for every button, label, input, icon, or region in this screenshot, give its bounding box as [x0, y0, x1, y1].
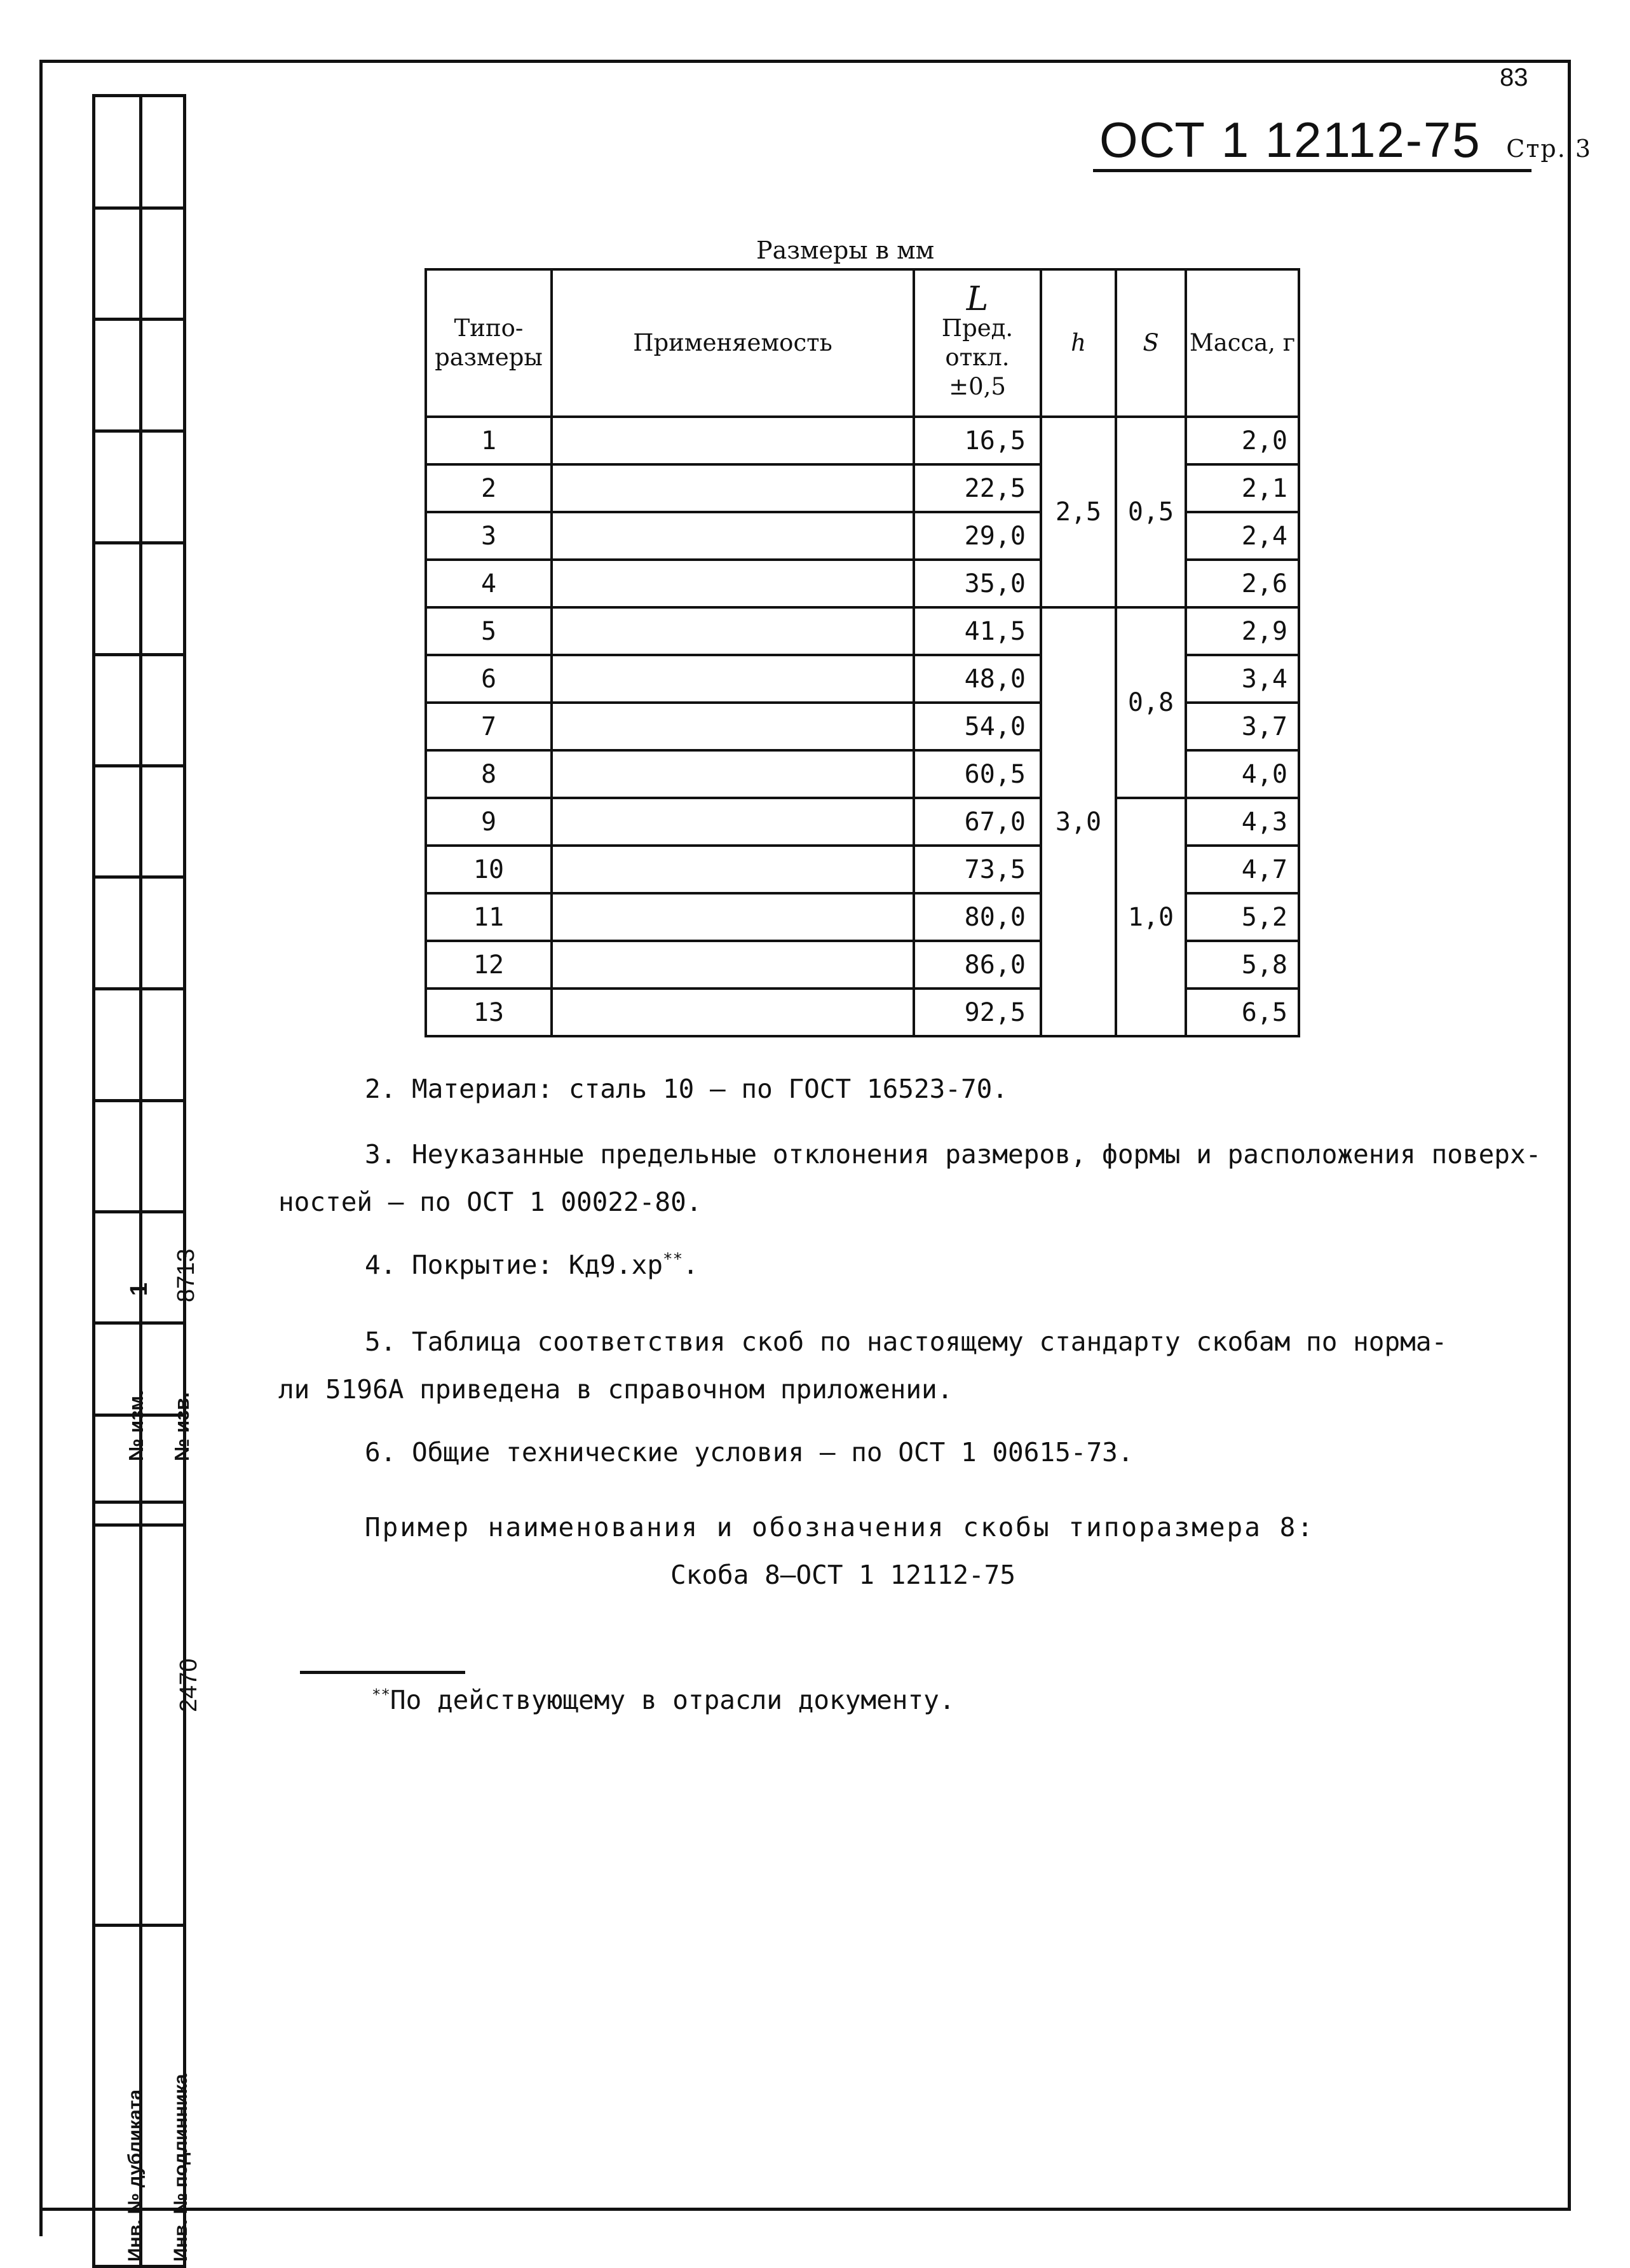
cell-applicability	[552, 464, 914, 512]
strip-line	[92, 653, 186, 656]
cell-mass: 3,7	[1186, 703, 1299, 750]
cell-type-size: 3	[426, 512, 552, 560]
footnote-mark: **	[372, 1685, 390, 1704]
cell-mass: 2,1	[1186, 464, 1299, 512]
header-L-symbol: L	[966, 280, 989, 318]
note-coating-prefix: 4. Покрытие:	[365, 1250, 554, 1280]
cell-applicability	[552, 655, 914, 703]
cell-type-size: 8	[426, 750, 552, 798]
table-caption: Размеры в мм	[756, 236, 935, 264]
strip-line	[92, 1501, 186, 1504]
note-table-correspondence-line1: 5. Таблица соответствия скоб по настоящему стандарту скобам по норма-	[365, 1326, 1448, 1357]
change-number: 1	[126, 1282, 153, 1296]
cell-length: 22,5	[914, 464, 1041, 512]
cell-type-size: 7	[426, 703, 552, 750]
cell-type-size: 5	[426, 607, 552, 655]
cell-applicability	[552, 607, 914, 655]
inventory-number: 2470	[175, 1658, 202, 1712]
header-s: S	[1116, 269, 1186, 417]
strip-line	[92, 987, 186, 990]
note-coating-suffix: .	[683, 1250, 699, 1280]
page-number: 83	[1500, 64, 1528, 91]
cell-applicability	[552, 750, 914, 798]
cell-s: 1,0	[1116, 798, 1186, 1036]
cell-mass: 6,5	[1186, 989, 1299, 1036]
note-coating-value: Кд9.хр	[568, 1250, 663, 1280]
cell-mass: 4,0	[1186, 750, 1299, 798]
cell-length: 60,5	[914, 750, 1041, 798]
note-general-conditions: 6. Общие технические условия – по ОСТ 1 00615-73.	[365, 1437, 1134, 1468]
example-title: Пример наименования и обозначения скобы типоразмера 8:	[365, 1512, 1315, 1542]
header-type-size: Типо-размеры	[426, 269, 552, 417]
table-row	[426, 607, 1299, 655]
header-L-tol: ±0,5	[949, 373, 1006, 400]
cell-mass: 5,2	[1186, 893, 1299, 941]
duplicate-inventory-label: Инв. № дубликата	[125, 2089, 146, 2262]
cell-h: 2,5	[1041, 417, 1116, 607]
cell-length: 48,0	[914, 655, 1041, 703]
footnote-mark: **	[663, 1250, 683, 1269]
document-code	[1099, 111, 1592, 169]
cell-mass: 4,7	[1186, 846, 1299, 893]
header-underline	[1093, 169, 1532, 172]
cell-applicability	[552, 512, 914, 560]
strip-line	[92, 1321, 186, 1325]
cell-type-size: 2	[426, 464, 552, 512]
cell-mass: 2,6	[1186, 560, 1299, 607]
cell-type-size: 6	[426, 655, 552, 703]
page-label: Стр. 3	[1506, 135, 1593, 163]
cell-type-size: 1	[426, 417, 552, 464]
cell-type-size: 11	[426, 893, 552, 941]
footnote-rule	[300, 1671, 465, 1674]
cell-applicability	[552, 798, 914, 846]
notice-label: № изв.	[170, 1392, 193, 1461]
cell-length: 35,0	[914, 560, 1041, 607]
left-edge-line	[39, 2147, 43, 2236]
note-table-correspondence-line2: ли 5196А приведена в справочном приложении.	[278, 1374, 953, 1405]
header-L-sub: Пред. откл.	[941, 314, 1014, 371]
table-body	[426, 417, 1299, 1036]
strip-line	[92, 1210, 186, 1213]
cell-mass: 2,9	[1186, 607, 1299, 655]
strip-line	[92, 875, 186, 879]
side-strip-divider	[139, 94, 142, 2268]
note-tolerances-line2: ностей – по ОСТ 1 00022-80.	[278, 1187, 702, 1217]
cell-length: 80,0	[914, 893, 1041, 941]
example-designation: Скоба 8–ОСТ 1 12112-75	[670, 1560, 1016, 1590]
note-material: 2. Материал: сталь 10 – по ГОСТ 16523-70.	[365, 1074, 1009, 1104]
strip-line	[92, 1099, 186, 1102]
cell-length: 54,0	[914, 703, 1041, 750]
note-tolerances-line1: 3. Неуказанные предельные отклонения размеров, формы и расположения поверх-	[365, 1139, 1542, 1170]
cell-type-size: 9	[426, 798, 552, 846]
footnote-text: По действующему в отрасли документу.	[390, 1685, 955, 1715]
header-mass: Масса, г	[1186, 269, 1299, 417]
cell-type-size: 12	[426, 941, 552, 989]
cell-mass: 4,3	[1186, 798, 1299, 846]
table-row	[426, 417, 1299, 464]
cell-s: 0,8	[1116, 607, 1186, 798]
cell-mass: 2,0	[1186, 417, 1299, 464]
header-h: h	[1041, 269, 1116, 417]
cell-applicability	[552, 941, 914, 989]
cell-type-size: 10	[426, 846, 552, 893]
cell-mass: 3,4	[1186, 655, 1299, 703]
cell-applicability	[552, 893, 914, 941]
cell-length: 67,0	[914, 798, 1041, 846]
notice-number: 8713	[173, 1248, 200, 1302]
cell-applicability	[552, 560, 914, 607]
cell-applicability	[552, 989, 914, 1036]
header-applicability: Применяемость	[552, 269, 914, 417]
strip-line	[92, 206, 186, 210]
cell-mass: 2,4	[1186, 512, 1299, 560]
change-label: № изм.	[125, 1390, 147, 1461]
cell-length: 86,0	[914, 941, 1041, 989]
strip-line	[92, 1924, 186, 1927]
cell-length: 92,5	[914, 989, 1041, 1036]
strip-line	[92, 764, 186, 767]
cell-type-size: 4	[426, 560, 552, 607]
original-inventory-label: Инв. № подлинника	[170, 2074, 191, 2262]
strip-line	[92, 541, 186, 544]
cell-length: 29,0	[914, 512, 1041, 560]
strip-line	[92, 1523, 186, 1527]
cell-mass: 5,8	[1186, 941, 1299, 989]
cell-length: 16,5	[914, 417, 1041, 464]
header-L	[914, 269, 1041, 417]
cell-applicability	[552, 417, 914, 464]
strip-line	[92, 429, 186, 433]
document-code-text: ОСТ 1 12112-75	[1099, 112, 1481, 168]
cell-applicability	[552, 703, 914, 750]
cell-h: 3,0	[1041, 607, 1116, 1036]
note-coating	[365, 1250, 698, 1280]
strip-line	[92, 318, 186, 321]
cell-type-size: 13	[426, 989, 552, 1036]
table-row	[426, 798, 1299, 846]
dimensions-table	[424, 268, 1300, 1037]
cell-length: 41,5	[914, 607, 1041, 655]
cell-applicability	[552, 846, 914, 893]
cell-s: 0,5	[1116, 417, 1186, 607]
footnote	[372, 1685, 955, 1715]
cell-length: 73,5	[914, 846, 1041, 893]
